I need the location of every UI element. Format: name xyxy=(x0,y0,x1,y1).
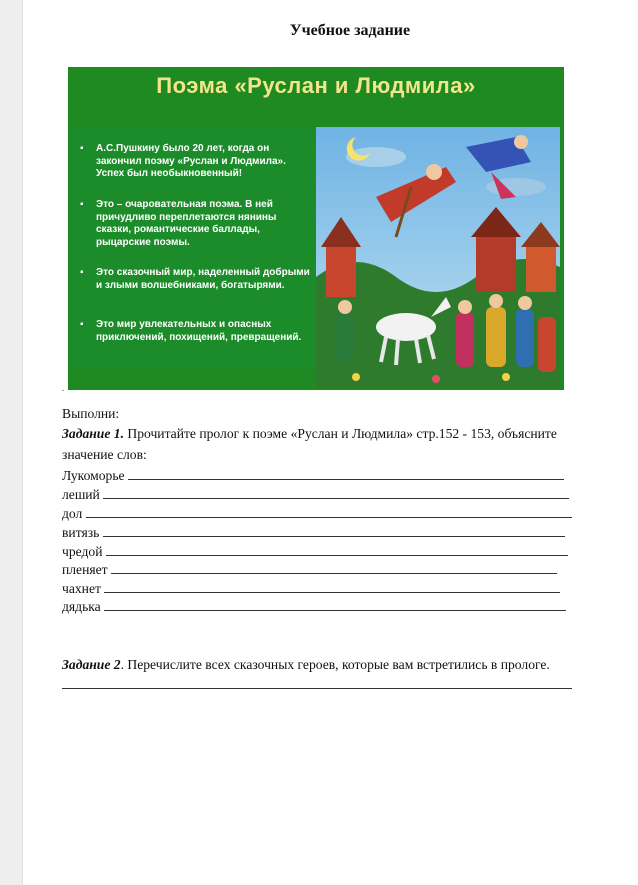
vocab-word: чахнет xyxy=(62,581,101,596)
answer-blank[interactable] xyxy=(106,543,568,556)
bullet-icon: ▪ xyxy=(80,143,84,154)
vocab-word: леший xyxy=(62,487,100,502)
vocab-line xyxy=(62,580,560,597)
bullet-icon: ▪ xyxy=(80,199,84,210)
answer-blank[interactable] xyxy=(104,598,566,611)
vocab-line xyxy=(62,467,564,484)
left-margin-strip xyxy=(0,0,23,885)
bullet-icon: ▪ xyxy=(80,267,84,278)
page-title: Учебное задание xyxy=(289,22,411,39)
task2-text: . Перечислите всех сказочных героев, которые вам встретились в прологе. xyxy=(120,657,550,672)
slide-bullet: ▪ Это мир увлекательных и опасных приключений, похищений, превращений. xyxy=(80,319,302,343)
bullet-icon: ▪ xyxy=(80,319,84,330)
vocab-line xyxy=(62,486,569,503)
slide-title: Поэма «Руслан и Людмила» xyxy=(156,73,476,98)
slide-bullets-panel xyxy=(72,127,316,369)
vocab-word: чредой xyxy=(62,544,103,559)
slide-bullet: ▪ Это сказочный мир, наделенный добрыми и злыми волшебниками, богатырями. xyxy=(80,267,310,291)
vocab-line xyxy=(62,543,568,560)
illustration-graphic xyxy=(316,127,560,387)
vocab-line xyxy=(62,561,557,578)
answer-blank[interactable] xyxy=(111,561,557,574)
intro-text: Выполни: xyxy=(62,406,120,421)
task2-line xyxy=(62,657,550,673)
vocab-line xyxy=(62,505,572,522)
task2-answer-blank[interactable] xyxy=(62,676,572,689)
task1-text: Прочитайте пролог к поэме «Руслан и Людмила» стр.152 - 153, объясните xyxy=(124,426,557,441)
slide-image xyxy=(68,67,564,390)
fairy-tale-illustration xyxy=(316,127,560,387)
vocab-line xyxy=(62,598,566,615)
vocab-word: витязь xyxy=(62,525,100,540)
answer-blank[interactable] xyxy=(103,524,565,537)
answer-blank[interactable] xyxy=(104,580,560,593)
answer-blank[interactable] xyxy=(128,467,564,480)
slide-bullet: ▪ Это – очаровательная поэма. В ней причудливо переплетаются нянины сказки, романтические баллады, рыцарские поэмы. xyxy=(80,199,277,248)
vocab-word: дядька xyxy=(62,599,101,614)
task2-label: Задание 2 xyxy=(62,657,121,672)
answer-blank[interactable] xyxy=(86,505,572,518)
vocab-line xyxy=(62,524,565,541)
vocab-word: дол xyxy=(62,506,83,521)
task1-line xyxy=(62,426,557,442)
task1-line2: значение слов: xyxy=(62,447,147,462)
small-mark: . xyxy=(62,384,64,393)
slide-bullet: ▪ А.С.Пушкину было 20 лет, когда он закончил поэму «Руслан и Людмила». Успех был необыкновенный! xyxy=(80,143,286,179)
vocab-word: пленяет xyxy=(62,562,108,577)
task1-label: Задание 1. xyxy=(62,426,124,441)
answer-blank[interactable] xyxy=(103,486,569,499)
vocab-word: Лукоморье xyxy=(62,468,125,483)
